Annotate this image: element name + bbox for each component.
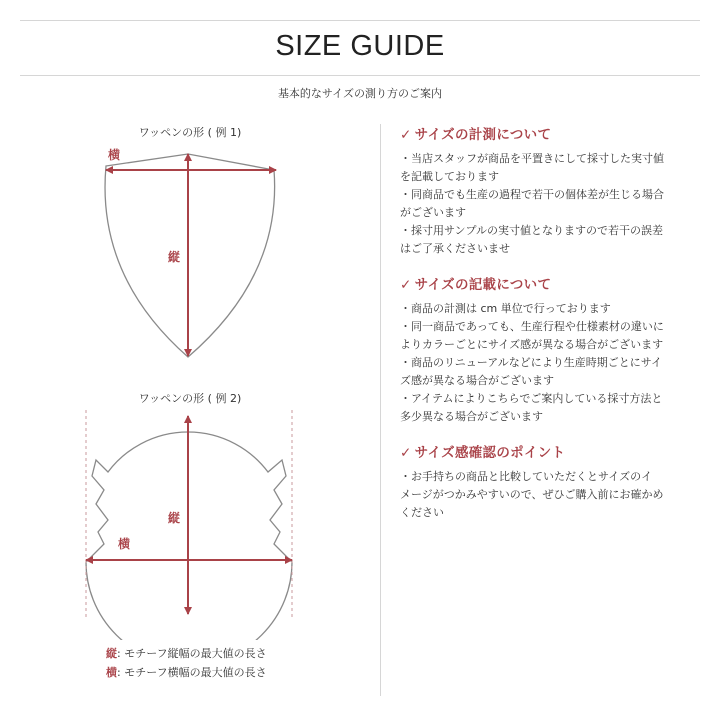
page-title: SIZE GUIDE	[275, 30, 445, 62]
section-heading-text: サイズの記載について	[414, 277, 552, 293]
legend-vertical-text: : モチーフ縦幅の最大値の長さ	[117, 647, 267, 660]
legend-horizontal-text: : モチーフ横幅の最大値の長さ	[117, 666, 267, 679]
section-heading	[400, 273, 700, 293]
section-heading-text: サイズの計測について	[414, 127, 552, 143]
section-line: ・アイテムによりこちらでご案内している採寸方法と	[400, 392, 663, 405]
section-line: がございます	[400, 206, 466, 219]
check-icon: ✓	[400, 277, 412, 293]
shield-horizontal-label: 横	[108, 148, 121, 162]
legend-vertical-key: 縦	[106, 647, 117, 660]
section-measurement	[400, 123, 700, 258]
legend-horizontal-key: 横	[106, 666, 117, 679]
section-line: ・商品のリニューアルなどにより生産時期ごとにサイ	[400, 356, 663, 369]
section-heading-text: サイズ感確認のポイント	[414, 445, 566, 461]
section-line: を記載しております	[400, 170, 499, 183]
section-line: ・商品の計測は cm 単位で行っております	[400, 302, 611, 315]
section-line: ・お手持ちの商品と比較していただくとサイズのイ	[400, 470, 653, 483]
section-line: ズ感が異なる場合がございます	[400, 374, 554, 387]
section-line: メージがつかみやすいので、ぜひご購入前にお確かめ	[400, 488, 664, 501]
section-body	[400, 468, 700, 522]
section-line: はご了承くださいませ	[400, 242, 510, 255]
figure-1-label: ワッペンの形 ( 例 1)	[138, 126, 242, 139]
column-divider	[380, 124, 381, 696]
shield-outline	[105, 154, 275, 357]
section-body	[400, 300, 700, 426]
section-line: ・同商品でも生産の過程で若干の個体差が生じる場合	[400, 188, 664, 201]
measurement-diagrams	[80, 0, 310, 640]
section-size-check	[400, 441, 700, 522]
section-line: 多少異なる場合がございます	[400, 410, 543, 423]
badge-horizontal-label: 横	[118, 537, 131, 551]
legend-vertical	[106, 645, 267, 661]
page-subtitle: 基本的なサイズの測り方のご案内	[277, 87, 443, 100]
shield-vertical-label: 縦	[168, 250, 181, 264]
section-line: ・採寸用サンプルの実寸値となりますので若干の誤差	[400, 224, 664, 237]
legend-horizontal	[106, 664, 267, 680]
section-line: ・同一商品であっても、生産行程や仕様素材の違いに	[400, 320, 664, 333]
section-body	[400, 150, 700, 258]
section-heading	[400, 441, 700, 461]
section-line: よりカラーごとにサイズ感が異なる場合がございます	[400, 338, 664, 351]
section-line: ください	[400, 506, 444, 519]
section-line: ・当店スタッフが商品を平置きにして採寸した実寸値	[400, 152, 664, 165]
check-icon: ✓	[400, 127, 412, 143]
badge-vertical-label: 縦	[168, 511, 181, 525]
check-icon: ✓	[400, 445, 412, 461]
section-notation	[400, 273, 700, 426]
figure-2-label: ワッペンの形 ( 例 2)	[138, 392, 242, 405]
section-heading	[400, 123, 700, 143]
